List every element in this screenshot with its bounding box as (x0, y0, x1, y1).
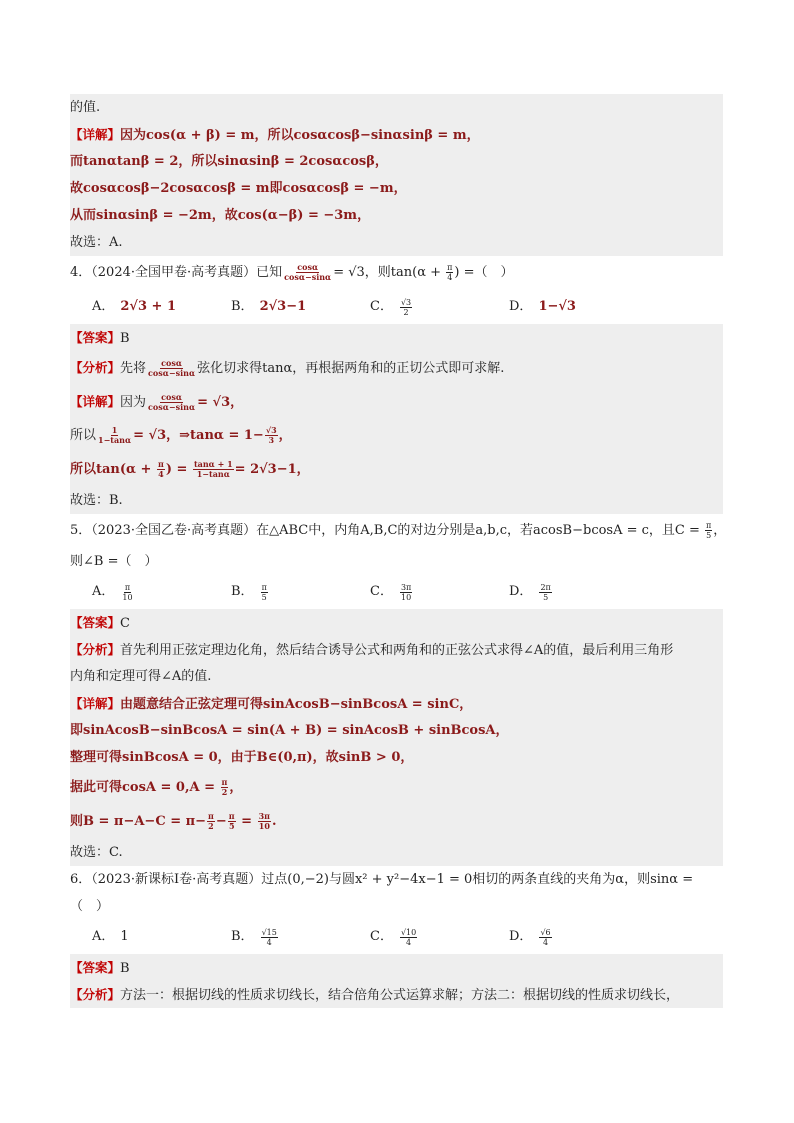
question-5-options (70, 575, 723, 609)
question-6-stem-cont: （ ） (70, 899, 110, 914)
option-c: C． $\frac{√10}{4}$ (370, 927, 417, 947)
detail-line: 所以 $\frac{1}{1-\tan\alpha}$ = √3，⇒tanα = 1− $\frac{√3}{3}$ ， (70, 419, 723, 453)
option-d: D． 1−√3 (509, 299, 576, 314)
detail-line: 故cosαcosβ−2cosαcosβ = m即cosαcosβ = −m， (70, 175, 723, 202)
option-d: D． $\frac{√6}{4}$ (509, 927, 551, 947)
option-c: C． $\frac{√3}{2}$ (370, 297, 412, 317)
option-a: A． 2√3 + 1 (92, 299, 177, 314)
analysis-line: 【分析】方法一：根据切线的性质求切线长，结合倍角公式运算求解；方法二：根据切线的性质求切线长， (70, 981, 723, 1008)
question-4-stem: 4．（2024·全国甲卷·高考真题）已知 $\frac{\cos\alpha}{\cos\alpha-\sin\alpha}$ = √3，则tan(α + $\frac{\pi}{4}$ ) =（ ） (70, 262, 514, 282)
conclusion-line: 故选：A. (70, 229, 723, 256)
option-b: B． $\frac{√15}{4}$ (231, 927, 277, 947)
analysis-line: 【分析】先将 $\frac{\cos\alpha}{\cos\alpha-\sin\alpha}$ 弦化切求得tanα，再根据两角和的正切公式即可求解. (70, 351, 723, 385)
conclusion-line: 故选：C. (70, 839, 723, 866)
detail-line: 则B = π−A−C = π− $\frac{\pi}{2}$ − $\frac{\pi}{5}$ = $\frac{3\pi}{10}$ . (70, 805, 723, 839)
detail-line: 从而sinαsinβ = −2m，故cos(α−β) = −3m， (70, 202, 723, 229)
answer-line: 【答案】B (70, 324, 723, 351)
question-5-stem: 5．（2023·全国乙卷·高考真题）在△ABC中，内角A,B,C的对边分别是a,b,c，若acosB−bcosA = c，且C = $\frac{\pi}{5}$ ， (70, 521, 727, 540)
option-b: B． 2√3−1 (231, 299, 307, 314)
question-6-options (70, 920, 723, 954)
detail-line: 即sinAcosB−sinBcosA = sin(A + B) = sinAcosB + sinBcosA， (70, 717, 723, 744)
option-b: B． $\frac{\pi}{5}$ (231, 582, 267, 602)
detail-line: 整理可得sinBcosA = 0，由于B∈(0,π)，故sinB > 0， (70, 744, 723, 771)
question-4-options (70, 290, 723, 324)
analysis-line: 【分析】首先利用正弦定理边化角，然后结合诱导公式和两角和的正弦公式求得∠A的值，最后利用三角形 (70, 636, 723, 663)
solution-line: 的值. (70, 94, 723, 121)
detail-line: 【详解】因为cos(α + β) = m，所以cosαcosβ−sinαsinβ = m， (70, 121, 723, 148)
analysis-line: 内角和定理可得∠A的值. (70, 663, 723, 690)
detail-line: 【详解】因为 $\frac{\cos\alpha}{\cos\alpha-\sin\alpha}$ = √3， (70, 385, 723, 419)
detail-line: 【详解】由题意结合正弦定理可得sinAcosB−sinBcosA = sinC， (70, 690, 723, 717)
detail-line: 而tanαtanβ = 2，所以sinαsinβ = 2cosαcosβ， (70, 148, 723, 175)
option-a: A． $\frac{\pi}{10}$ (92, 582, 133, 602)
option-a: A． 1 (92, 929, 129, 944)
detail-line: 据此可得cosA = 0,A = $\frac{\pi}{2}$ ， (70, 771, 723, 805)
question-5-stem-cont: 则∠B =（ ） (70, 554, 158, 569)
detail-line: 所以tan(α + $\frac{\pi}{4}$ ) = $\frac{\tan\alpha + 1}{1-\tan\alpha}$ = 2√3−1， (70, 453, 723, 487)
option-c: C． $\frac{3\pi}{10}$ (370, 582, 412, 602)
option-d: D． $\frac{2\pi}{5}$ (509, 582, 551, 602)
document-page (70, 94, 727, 1008)
question-6-stem: 6．（2023·新课标Ⅰ卷·高考真题）过点(0,−2)与圆x² + y²−4x−1 = 0相切的两条直线的夹角为α，则sinα = (70, 872, 694, 887)
answer-line: 【答案】C (70, 609, 723, 636)
conclusion-line: 故选：B. (70, 487, 723, 514)
answer-line: 【答案】B (70, 954, 723, 981)
